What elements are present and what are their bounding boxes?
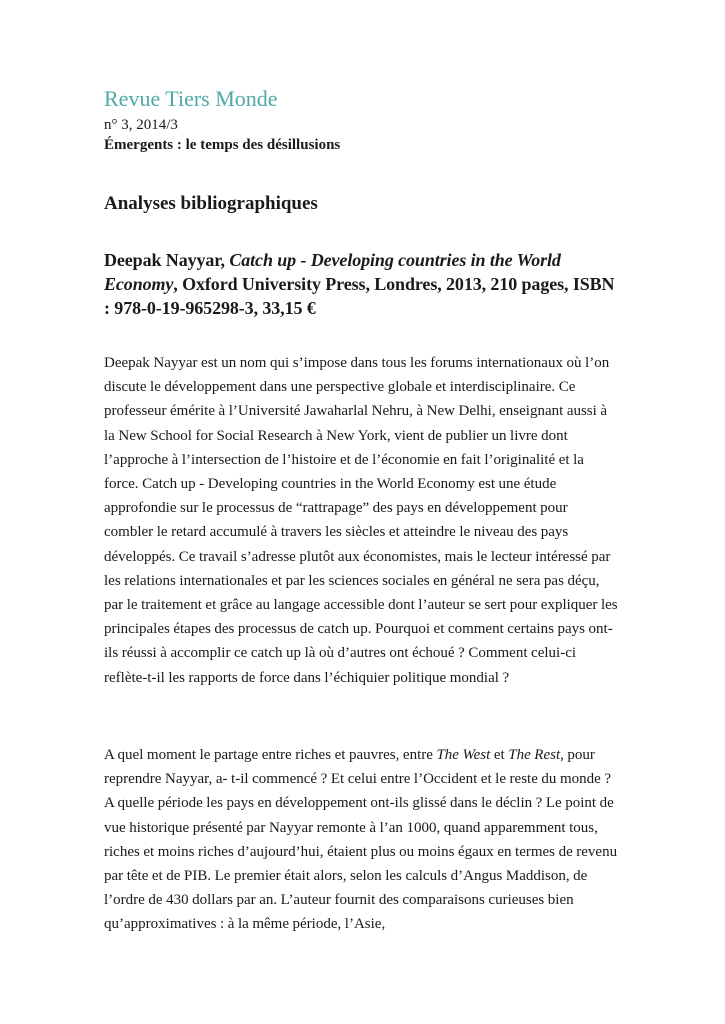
book-author: Deepak Nayyar, bbox=[104, 250, 230, 270]
section-heading: Analyses bibliographiques bbox=[104, 193, 318, 214]
paragraph-2-text-b: et bbox=[490, 747, 509, 763]
book-title: Catch up - Developing countries in the World Economy bbox=[104, 250, 561, 294]
term-the-rest: The Rest bbox=[508, 747, 561, 763]
book-reference bbox=[104, 248, 619, 320]
book-details: , Oxford University Press, Londres, 2013, 210 pages, ISBN : 978-0-19-965298-3, 33,15 € bbox=[104, 274, 615, 318]
review-paragraph-1: Deepak Nayyar est un nom qui s’impose dans tous les forums internationaux où l’on discute le développement dans une perspective globale et interdisciplinaire. Ce professeur émérite à l’Université Jawaharlal Nehru, à New Delhi, enseignant aussi à la New School for Social Research à New York, vient de publier un livre dont l’approche à l’intersection de l’histoire et de l’économie en fait l’originalité et la force. Catch up - Developing countries in the World Economy est une étude approfondie sur le processus de “rattrapage” des pays en développement pour combler le retard accumulé à travers les siècles et atteindre le niveau des pays développés. Ce travail s’adresse plutôt aux économistes, mais le lecteur intéressé par les relations internationales et par les sciences sociales en général ne sera pas déçu, par le traitement et grâce au langage accessible dont l’auteur se sert pour expliquer les principales étapes des processus de catch up. Pourquoi et comment certains pays ont-ils réussi à accomplir ce catch up là où d’autres ont échoué ? Comment celui-ci reflète-t-il les rapports de force dans l’échiquier politique mondial ? bbox=[104, 355, 618, 686]
paragraph-2-text-c: , pour reprendre Nayyar, a- t-il commencé ? Et celui entre l’Occident et le reste du monde ? A quelle période les pays en développement ont-ils glissé dans le déclin ? Le point de vue historique présenté par Nayyar remonte à l’an 1000, quand apparemment tous, riches et moins riches d’aujourd’hui, étaient plus ou moins égaux en termes de revenu par tête et de PIB. Le premier était alors, selon les calculs d’Angus Maddison, de l’ordre de 430 dollars par an. L’auteur fournit des comparaisons curieuses bien qu’approximatives : à la même période, l’Asie, bbox=[104, 747, 618, 933]
issue-theme: Émergents : le temps des désillusions bbox=[104, 137, 341, 153]
term-the-west: The West bbox=[436, 747, 491, 763]
paragraph-2-text-a: A quel moment le partage entre riches et pauvres, entre bbox=[104, 747, 437, 763]
page-content bbox=[104, 84, 619, 933]
issue-number: n° 3, 2014/3 bbox=[104, 117, 178, 133]
journal-title: Revue Tiers Monde bbox=[104, 86, 278, 111]
review-paragraph-2 bbox=[104, 743, 619, 937]
